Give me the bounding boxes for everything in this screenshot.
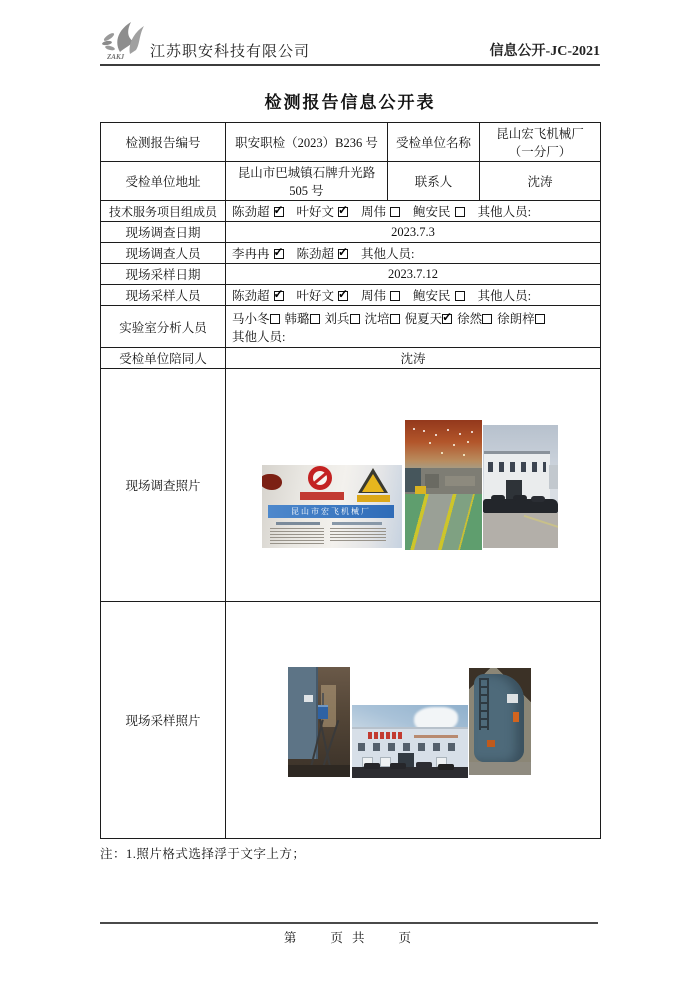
sampling-date-label: 现场采样日期 xyxy=(101,264,226,285)
red-sign-text xyxy=(368,732,404,739)
checkbox-checked xyxy=(274,291,284,301)
staff-member xyxy=(457,312,492,326)
staff-member-name: 叶好文 xyxy=(296,205,335,219)
survey-staff-label: 现场调查人员 xyxy=(101,243,226,264)
tech-team-members xyxy=(226,201,601,222)
survey-date-label: 现场调查日期 xyxy=(101,222,226,243)
page-footer: 第 页 共 页 xyxy=(100,922,598,946)
table-row xyxy=(101,285,601,306)
survey-photo-notice-board xyxy=(262,465,402,548)
staff-member-name: 马小冬 xyxy=(232,311,270,326)
staff-member-name: 陈劲超 xyxy=(232,289,270,303)
table-row xyxy=(101,162,601,201)
staff-member-name: 刘兵 xyxy=(324,311,350,326)
survey-photo-exterior xyxy=(483,425,558,548)
sampling-photos-cell xyxy=(226,602,601,839)
staff-member-name: 倪夏天 xyxy=(404,311,443,326)
contact-value: 沈涛 xyxy=(480,162,601,201)
staff-member xyxy=(497,312,545,326)
company-name: 江苏职安科技有限公司 xyxy=(150,44,311,60)
checkbox-unchecked xyxy=(535,314,545,324)
survey-photos-cell xyxy=(226,369,601,602)
staff-member xyxy=(297,289,349,303)
checkbox-unchecked xyxy=(390,314,400,324)
checkbox-checked xyxy=(274,207,284,217)
staff-member xyxy=(365,312,400,326)
staff-member xyxy=(285,312,320,326)
table-row xyxy=(101,348,601,369)
staff-member-name: 沈培 xyxy=(364,311,390,326)
staff-member-name: 鲍安民 xyxy=(413,205,451,219)
table-row xyxy=(101,306,601,348)
sampling-photo-machine xyxy=(469,668,531,775)
sampling-staff-label: 现场采样人员 xyxy=(101,285,226,306)
escort-value: 沈涛 xyxy=(226,348,601,369)
air-sampler-device xyxy=(318,705,328,719)
survey-photo-workshop xyxy=(405,420,482,550)
page-title: 检测报告信息公开表 xyxy=(264,93,436,112)
checkbox-checked xyxy=(274,249,284,259)
svg-text:ZAKJ: ZAKJ xyxy=(107,53,125,61)
document-header xyxy=(100,0,600,66)
others-label: 其他人员: xyxy=(232,329,286,344)
sampling-photos-row xyxy=(101,602,601,839)
table-row xyxy=(101,243,601,264)
sampling-photo-tripod xyxy=(288,667,350,777)
staff-member xyxy=(232,289,284,303)
lab-staff-label: 实验室分析人员 xyxy=(101,306,226,348)
contact-label: 联系人 xyxy=(388,162,480,201)
red-seal-blob xyxy=(262,474,282,490)
red-banner xyxy=(300,492,344,500)
notice-text-block xyxy=(330,528,386,542)
others-label: 其他人员: xyxy=(477,289,532,303)
staff-member-name: 叶好文 xyxy=(296,289,335,303)
checkbox-unchecked xyxy=(482,314,492,324)
sampling-photos-label: 现场采样照片 xyxy=(101,602,226,839)
checkbox-checked xyxy=(442,314,452,324)
staff-member xyxy=(405,312,453,326)
tech-team-label: 技术服务项目组成员 xyxy=(101,201,226,222)
survey-date-value: 2023.7.3 xyxy=(226,222,601,243)
staff-member xyxy=(361,205,400,219)
checkbox-unchecked xyxy=(390,207,400,217)
table-row xyxy=(101,264,601,285)
checkbox-unchecked xyxy=(390,291,400,301)
document-code: 信息公开-JC-2021 xyxy=(489,44,600,59)
unit-name-label: 受检单位名称 xyxy=(388,123,480,162)
table-row xyxy=(101,123,601,162)
staff-member-name: 鲍安民 xyxy=(413,289,451,303)
report-no-label: 检测报告编号 xyxy=(101,123,226,162)
staff-member xyxy=(232,312,280,326)
others-label: 其他人员: xyxy=(477,205,532,219)
unit-address-value: 昆山市巴城镇石牌升光路505 号 xyxy=(226,162,388,201)
checkbox-unchecked xyxy=(310,314,320,324)
staff-member-name: 韩璐 xyxy=(284,311,310,326)
staff-member xyxy=(413,289,465,303)
staff-member xyxy=(413,205,465,219)
checkbox-unchecked xyxy=(270,314,280,324)
staff-member xyxy=(325,312,360,326)
table-row xyxy=(101,201,601,222)
sampling-staff-members xyxy=(226,285,601,306)
notice-text-block xyxy=(270,528,324,545)
staff-member xyxy=(297,205,349,219)
sampling-date-value: 2023.7.12 xyxy=(226,264,601,285)
disclosure-form-table xyxy=(100,122,601,839)
survey-photos-row xyxy=(101,369,601,602)
unit-name-value: 昆山宏飞机械厂（一分厂） xyxy=(480,123,601,162)
company-logo-icon xyxy=(100,21,148,61)
prohibition-sign-icon xyxy=(308,466,332,490)
checkbox-checked xyxy=(338,249,348,259)
staff-member-name: 李冉冉 xyxy=(232,247,270,261)
sampling-photo-building xyxy=(352,705,468,778)
checkbox-unchecked xyxy=(455,207,465,217)
staff-member-name: 徐朗梓 xyxy=(497,311,535,326)
unit-address-label: 受检单位地址 xyxy=(101,162,226,201)
report-no-value: 职安职检（2023）B236 号 xyxy=(226,123,388,162)
staff-member xyxy=(232,247,284,261)
footnote: 注：1.照片格式选择浮于文字上方； xyxy=(100,847,306,861)
lab-staff-members xyxy=(226,306,601,348)
escort-label: 受检单位陪同人 xyxy=(101,348,226,369)
staff-member-name: 陈劲超 xyxy=(232,205,270,219)
others-label: 其他人员: xyxy=(361,247,415,261)
staff-member-name: 周伟 xyxy=(361,289,387,303)
staff-member xyxy=(232,205,284,219)
checkbox-unchecked xyxy=(455,291,465,301)
staff-member xyxy=(361,289,400,303)
staff-member-name: 徐然 xyxy=(457,311,483,326)
staff-member xyxy=(297,247,349,261)
table-row xyxy=(101,222,601,243)
checkbox-checked xyxy=(338,207,348,217)
ladder xyxy=(479,678,489,730)
checkbox-unchecked xyxy=(350,314,360,324)
factory-name-banner: 昆山市宏飞机械厂 xyxy=(268,505,394,518)
survey-photos-label: 现场调查照片 xyxy=(101,369,226,602)
staff-member-name: 周伟 xyxy=(361,205,387,219)
checkbox-checked xyxy=(338,291,348,301)
staff-member-name: 陈劲超 xyxy=(296,247,335,261)
yellow-banner xyxy=(357,495,390,502)
survey-staff-members xyxy=(226,243,601,264)
